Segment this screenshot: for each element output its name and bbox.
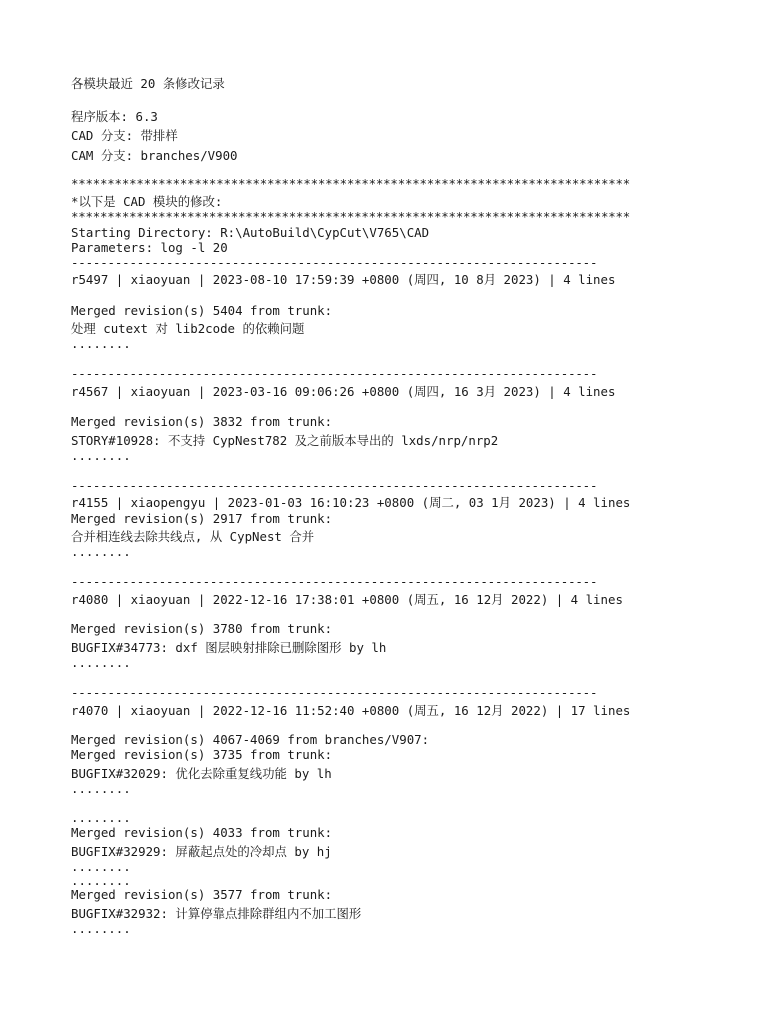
revision-header: r4155 | xiaopengyu | 2023-01-03 16:10:23 +0800 (周二, 03 1月 2023) | 4 lines	[71, 495, 631, 510]
ellipsis: ........	[71, 448, 131, 463]
ellipsis: ........	[71, 859, 131, 874]
dash-separator: ------------------------------------------------------------------------	[71, 574, 598, 589]
star-separator-bottom: *****************************************************************************	[71, 209, 631, 224]
revision-header: r5497 | xiaoyuan | 2023-08-10 17:59:39 +0800 (周四, 10 8月 2023) | 4 lines	[71, 272, 616, 287]
merged-line: Merged revision(s) 4033 from trunk:	[71, 825, 333, 840]
commit-message: 合并相连线去除共线点, 从 CypNest 合并	[71, 529, 315, 544]
revision-header: r4070 | xiaoyuan | 2022-12-16 11:52:40 +0800 (周五, 16 12月 2022) | 17 lines	[71, 703, 631, 718]
section-heading: *以下是 CAD 模块的修改:	[71, 194, 223, 209]
star-separator-top: *****************************************************************************	[71, 176, 631, 191]
revision-header: r4080 | xiaoyuan | 2022-12-16 17:38:01 +0800 (周五, 16 12月 2022) | 4 lines	[71, 592, 623, 607]
ellipsis: ........	[71, 781, 131, 796]
commit-message: BUGFIX#32929: 屏蔽起点处的冷却点 by hj	[71, 844, 332, 859]
program-version: 程序版本: 6.3	[71, 109, 158, 124]
merged-line: Merged revision(s) 2917 from trunk:	[71, 511, 333, 526]
commit-message: BUGFIX#32932: 计算停靠点排除群组内不加工图形	[71, 906, 362, 921]
dash-separator: ------------------------------------------------------------------------	[71, 478, 598, 493]
commit-message: STORY#10928: 不支持 CypNest782 及之前版本导出的 lxds/nrp/nrp2	[71, 433, 499, 448]
starting-directory: Starting Directory: R:\AutoBuild\CypCut\V765\CAD	[71, 225, 430, 240]
commit-message: 处理 cutext 对 lib2code 的依赖问题	[71, 321, 305, 336]
merged-line: Merged revision(s) 3735 from trunk:	[71, 747, 333, 762]
ellipsis: ........	[71, 810, 131, 825]
dash-separator: ------------------------------------------------------------------------	[71, 255, 598, 270]
merged-line: Merged revision(s) 3577 from trunk:	[71, 887, 333, 902]
ellipsis: ........	[71, 655, 131, 670]
merged-line: Merged revision(s) 5404 from trunk:	[71, 303, 333, 318]
cam-branch: CAM 分支: branches/V900	[71, 148, 238, 163]
revision-header: r4567 | xiaoyuan | 2023-03-16 09:06:26 +0800 (周四, 16 3月 2023) | 4 lines	[71, 384, 616, 399]
ellipsis: ........	[71, 873, 131, 888]
ellipsis: ........	[71, 921, 131, 936]
dash-separator: ------------------------------------------------------------------------	[71, 366, 598, 381]
cad-branch: CAD 分支: 带排样	[71, 128, 178, 143]
parameters: Parameters: log -l 20	[71, 240, 228, 255]
document-title: 各模块最近 20 条修改记录	[71, 76, 225, 91]
merged-line: Merged revision(s) 3832 from trunk:	[71, 414, 333, 429]
ellipsis: ........	[71, 336, 131, 351]
merged-line: Merged revision(s) 3780 from trunk:	[71, 621, 333, 636]
dash-separator: ------------------------------------------------------------------------	[71, 685, 598, 700]
ellipsis: ........	[71, 544, 131, 559]
commit-message: BUGFIX#32029: 优化去除重复线功能 by lh	[71, 766, 332, 781]
commit-message: BUGFIX#34773: dxf 图层映射排除已删除图形 by lh	[71, 640, 387, 655]
merged-line: Merged revision(s) 4067-4069 from branches/V907:	[71, 732, 430, 747]
